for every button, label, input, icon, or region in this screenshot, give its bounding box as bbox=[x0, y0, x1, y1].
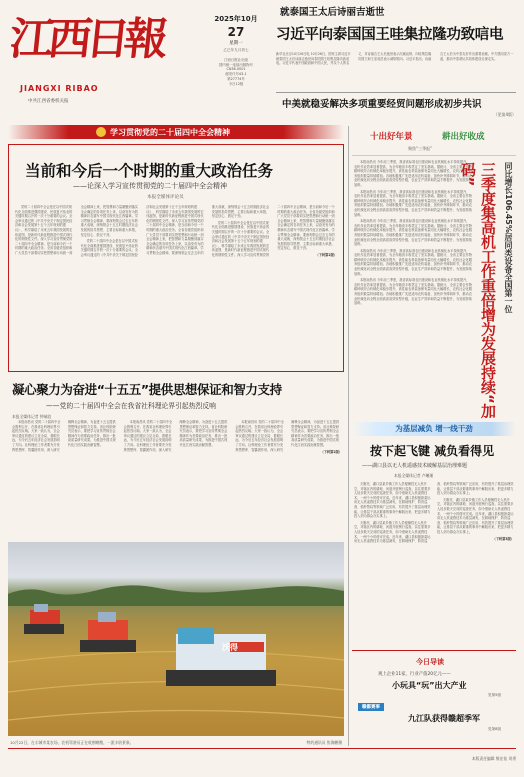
second-body-text: 本报南昌讯 党的二十届四中全会胜利召开，在我省社科理论界引起热烈反响。大家一致认为，全会审议通过的建议立足全局、着眼长远，为今后五年经济社会发展指明了方向。社科理论工作者要充分发挥思想库、智囊团作用，深入研究阐释全会精神，为奋进十五五提供思想保证和智力支持。省社科院研究员表示，要把学习宣传贯彻全会精神作为首要政治任务，推出一批高质量研究成果，为推进中国式现代化江西实践贡献智慧。 bbox=[12, 420, 116, 452]
pilot-body-text: 天刚亮，湖口县某乡镇工作人员便操控无人机升空，对辖区内的耕地、河道开展例行巡查。以往需要多人徒步数天完成的巡查任务，如今借助无人机遥感技术，一两个小时便可完成。近年来，湖口县积极探索运用无人机遥感技术为基层减负，在耕地保护、防汛巡查、秸秆禁烧等领域广泛应用，有效提升了基层治理效能，让基层干部从繁重的事务中解脱出来，把更多精力投入到为群众办实事上。 bbox=[354, 482, 431, 519]
guide-tag: 赣鄱赛事 bbox=[358, 703, 384, 711]
tree-line bbox=[8, 585, 344, 606]
top-story bbox=[276, 4, 516, 90]
quarter-body-text-cont3: 本报南昌讯 今年前三季度，我省高标准农田建设和农业机械化水平持续提升，农机作业效率显著提高，为全年粮食丰收奠定了坚实基础。据统计，全省主要农作物耕种收综合机械化率稳步提升，高性能农机装备保有量同比大幅增长，农机社会化服务组织数量持续增加。各地积极推广先进适用农机装备，加快补齐薄弱环节，推动农业机械化向全程全面高质高效转型升级，农业生产效率和效益不断提升，为发展持续加码。 bbox=[354, 248, 472, 276]
masthead-date-block bbox=[204, 14, 268, 86]
masthead-info-2: CN36-0001 bbox=[226, 67, 246, 71]
harvester-middle bbox=[80, 612, 136, 652]
masthead-info-0: 江西日报社出版 bbox=[224, 58, 248, 62]
top-story-subtitle: 就泰国王太后诗丽吉逝世 bbox=[280, 7, 385, 18]
lead-byline: 本报全媒体评论员 bbox=[147, 195, 184, 200]
footer-rule bbox=[8, 748, 516, 749]
quarter-title: 三季度集高机工作重倍增为发展持续“加码” bbox=[459, 162, 497, 418]
lead-more: （下转第2版） bbox=[315, 252, 337, 257]
second-body-text-cont2: 本报南昌讯 党的二十届四中全会胜利召开，在我省社科理论界引起热烈反响。大家一致认为，全会审议通过的建议立足全局、着眼长远，为今后五年经济社会发展指明了方向。社科理论工作者要充分发挥思想库、智囊团作用，深入研究阐释全会精神，为奋进十五五提供思想保证和智力支持。省社科院研究员表示，要把学习宣传贯彻全会精神作为首要政治任务，推出一批高质量研究成果，为推进中国式现代化江西实践贡献智慧。 bbox=[235, 420, 339, 452]
harvester-brand: 沃得 bbox=[222, 643, 238, 652]
quarter-side: 同比增长106.45%居同类设备全国第一位 bbox=[504, 162, 513, 313]
top-story-title: 习近平向泰国国王哇集拉隆功致唁电 bbox=[276, 27, 504, 43]
trade-story-title: 中美就稳妥解决多项重要经贸问题形成初步共识 bbox=[282, 99, 482, 110]
harvest-scene-svg bbox=[8, 542, 344, 736]
pilot-byline: 本报全媒体记者 卢曦瑾 bbox=[394, 473, 434, 478]
pilot-body-text-cont2: 天刚亮，湖口县某乡镇工作人员便操控无人机升空，对辖区内的耕地、河道开展例行巡查。以往需要多人徒步数天完成的巡查任务，如今借助无人机遥感技术，一两个小时便可完成。近年来，湖口县积极探索运用无人机遥感技术为基层减负，在耕地保护、防汛巡查、秸秆禁烧等领域广泛应用，有效提升了基层治理效能，让基层干部从繁重的事务中解脱出来，把更多精力投入到为群众办实事上。 bbox=[437, 497, 514, 534]
photo-caption: 10月22日，在丰城市某农场，农机驾驶员正在收割晚稻，一派丰收景象。 bbox=[10, 740, 134, 745]
pilot-more: （下转第3版） bbox=[492, 536, 514, 541]
quarter-body-text-cont2: 本报南昌讯 今年前三季度，我省高标准农田建设和农业机械化水平持续提升，农机作业效率显著提高，为全年粮食丰收奠定了坚实基础。据统计，全省主要农作物耕种收综合机械化率稳步提升，高性能农机装备保有量同比大幅增长，农机社会化服务组织数量持续增加。各地积极推广先进适用农机装备，加快补齐薄弱环节，推动农业机械化向全程全面高质高效转型升级，农业生产效率和效益不断提升，为发展持续加码。 bbox=[354, 219, 472, 247]
field-row bbox=[8, 710, 344, 720]
masthead-info-3: 邮发代号43-1 bbox=[225, 72, 247, 76]
quarter-body-text-cont4: 本报南昌讯 今年前三季度，我省高标准农田建设和农业机械化水平持续提升，农机作业效率显著提高，为全年粮食丰收奠定了坚实基础。据统计，全省主要农作物耕种收综合机械化率稳步提升，高性能农机装备保有量同比大幅增长，农机社会化服务组织数量持续增加。各地积极推广先进适用农机装备，加快补齐薄弱环节，推动农业机械化向全程全面高质高效转型升级，农业生产效率和效益不断提升，为发展持续加码。 bbox=[354, 278, 472, 306]
pilot-banner-text: 为基层减负 增一线干劲 bbox=[395, 424, 473, 433]
section-banner bbox=[8, 125, 344, 139]
second-more: （下转第2版） bbox=[320, 449, 342, 454]
guide-box bbox=[352, 650, 516, 744]
pilot-subtitle: ——湖口县以无人机遥感技术破解基层治理难题 bbox=[362, 463, 468, 469]
photo-credit: 特约通讯员 焦海鹏摄 bbox=[306, 740, 342, 745]
pilot-title: 按下起飞键 减负看得见 bbox=[370, 444, 495, 458]
guide-page1: 见第5版 bbox=[488, 693, 502, 697]
masthead-info-1: 国内统一连续出版物号 bbox=[219, 63, 253, 67]
masthead bbox=[8, 6, 276, 124]
lead-body-text-cont2: 党的二十届四中全会是在以中国式现代化全面推进强国建设、民族复兴伟业的关键时期召开的一次十分重要的会议。全会审议通过的《中共中央关于制定国民经济和社会发展第十五个五年规划的建议》，科学描绘了未来五年我国发展的宏伟蓝图，是新时代新征程推进中国式现代化的纲领性文件。深入学习宣传贯彻党的二十届四中全会精神，是当前和今后一个时期的重大政治任务。全省各级党组织和广大党员干部要切实把思想和行动统一到全会精神上来，把智慧和力量凝聚到落实全会确定的各项任务上来，以奋发有为的精神状态谱写中国式现代化江西篇章。学习贯彻全会精神，要深刻领会过去五年的重大成就，深刻领会十五五时期经济社会发展的指导思想、主要目标和重大举措，坚定信心、鼓足干劲。 bbox=[211, 205, 335, 257]
second-article bbox=[8, 376, 344, 536]
masthead-party: 中共江西省委机关报 bbox=[28, 99, 69, 104]
trade-story-source: （见第4版） bbox=[493, 112, 516, 117]
masthead-info-5: 今日12版 bbox=[228, 82, 244, 86]
right-ad-line2: 耕出好收成 bbox=[442, 132, 485, 142]
quarter-article bbox=[352, 158, 516, 420]
pilot-article bbox=[352, 440, 516, 646]
guide-label: 今日导读 bbox=[416, 658, 444, 666]
masthead-lunar: 乙巳年九月初七 bbox=[223, 48, 249, 52]
masthead-pinyin: JIANGXI RIBAO bbox=[20, 84, 99, 93]
party-emblem-icon bbox=[96, 127, 106, 137]
guide-title2: 九江队获得赣超季军 bbox=[408, 714, 480, 723]
pilot-body-text-cont: 天刚亮，湖口县某乡镇工作人员便操控无人机升空，对辖区内的耕地、河道开展例行巡查。以往需要多人徒步数天完成的巡查任务，如今借助无人机遥感技术，一两个小时便可完成。近年来，湖口县积极探索运用无人机遥感技术为基层减负，在耕地保护、防汛巡查、秸秆禁烧等领域广泛应用，有效提升了基层治理效能，让基层干部从繁重的事务中解脱出来，把更多精力投入到为群众办实事上。 bbox=[354, 482, 514, 544]
second-title: 凝心聚力为奋进“十五五”提供思想保证和智力支持 bbox=[12, 382, 282, 397]
masthead-day: 27 bbox=[227, 25, 245, 39]
masthead-info-4: 第27774号 bbox=[227, 77, 245, 81]
right-ad-sub: 聚焦“三季报” bbox=[408, 146, 433, 151]
second-body-text-cont: 本报南昌讯 党的二十届四中全会胜利召开，在我省社科理论界引起热烈反响。大家一致认为，全会审议通过的建议立足全局、着眼长远，为今后五年经济社会发展指明了方向。社科理论工作者要充分发挥思想库、智囊团作用，深入研究阐释全会精神，为奋进十五五提供思想保证和智力支持。省社科院研究员表示，要把学习宣传贯彻全会精神作为首要政治任务，推出一批高质量研究成果，为推进中国式现代化江西实践贡献智慧。 bbox=[123, 420, 228, 452]
second-body bbox=[12, 420, 342, 532]
harvest-photo bbox=[8, 542, 344, 736]
quarter-body-text: 本报南昌讯 今年前三季度，我省高标准农田建设和农业机械化水平持续提升，农机作业效率显著提高，为全年粮食丰收奠定了坚实基础。据统计，全省主要农作物耕种收综合机械化率稳步提升，高性能农机装备保有量同比大幅增长，农机社会化服务组织数量持续增加。各地积极推广先进适用农机装备，加快补齐薄弱环节，推动农业机械化向全程全面高质高效转型升级，农业生产效率和效益不断提升，为发展持续加码。 bbox=[354, 160, 472, 187]
harvester-right bbox=[166, 628, 276, 686]
top-story-rule bbox=[276, 92, 516, 93]
lead-body-text: 党的二十届四中全会是在以中国式现代化全面推进强国建设、民族复兴伟业的关键时期召开的一次十分重要的会议。全会审议通过的《中共中央关于制定国民经济和社会发展第十五个五年规划的建议》，科学描绘了未来五年我国发展的宏伟蓝图，是新时代新征程推进中国式现代化的纲领性文件。深入学习宣传贯彻党的二十届四中全会精神，是当前和今后一个时期的重大政治任务。全省各级党组织和广大党员干部要切实把思想和行动统一到全会精神上来，把智慧和力量凝聚到落实全会确定的各项任务上来，以奋发有为的精神状态谱写中国式现代化江西篇章。学习贯彻全会精神，要深刻领会过去五年的重大成就，深刻领会十五五时期经济社会发展的指导思想、主要目标和重大举措，坚定信心、鼓足干劲。 bbox=[15, 205, 138, 255]
right-ad-line1: 十出好年景 bbox=[370, 132, 413, 142]
quarter-body-text-cont: 本报南昌讯 今年前三季度，我省高标准农田建设和农业机械化水平持续提升，农机作业效率显著提高，为全年粮食丰收奠定了坚实基础。据统计，全省主要农作物耕种收综合机械化率稳步提升，高性能农机装备保有量同比大幅增长，农机社会化服务组织数量持续增加。各地积极推广先进适用农机装备，加快补齐薄弱环节，推动农业机械化向全程全面高质高效转型升级，农业生产效率和效益不断提升，为发展持续加码。 bbox=[354, 189, 472, 217]
right-ad bbox=[352, 126, 516, 156]
section-banner-text: 学习贯彻党的二十届四中全会精神 bbox=[110, 128, 230, 137]
lead-title: 当前和今后一个时期的重大政治任务 bbox=[25, 162, 274, 180]
column-divider bbox=[348, 126, 349, 746]
pilot-banner bbox=[352, 422, 516, 436]
lead-body bbox=[15, 205, 337, 365]
lead-body-text-cont: 党的二十届四中全会是在以中国式现代化全面推进强国建设、民族复兴伟业的关键时期召开的一次十分重要的会议。全会审议通过的《中共中央关于制定国民经济和社会发展第十五个五年规划的建议》，科学描绘了未来五年我国发展的宏伟蓝图，是新时代新征程推进中国式现代化的纲领性文件。深入学习宣传贯彻党的二十届四中全会精神，是当前和今后一个时期的重大政治任务。全省各级党组织和广大党员干部要切实把思想和行动统一到全会精神上来，把智慧和力量凝聚到落实全会确定的各项任务上来，以奋发有为的精神状态谱写中国式现代化江西篇章。学习贯彻全会精神，要深刻领会过去五年的重大成就，深刻领会十五五时期经济社会发展的指导思想、主要目标和重大举措，坚定信心、鼓足干劲。 bbox=[80, 205, 270, 257]
footer-editor: 本版责任编辑 熊宏佑 刘勇 bbox=[471, 756, 516, 761]
trade-story bbox=[276, 96, 516, 122]
guide-sub: 观上企业11家，行业产值20亿元—— bbox=[378, 672, 451, 677]
masthead-weekday: 星期一 bbox=[229, 41, 243, 46]
masthead-year-month: 2025年10月 bbox=[214, 15, 258, 23]
quarter-body bbox=[354, 160, 472, 418]
second-subtitle: ——党的二十届四中全会在我省社科理论界引起热烈反响 bbox=[46, 402, 216, 410]
guide-page2: 见第8版 bbox=[488, 727, 502, 731]
pilot-body bbox=[354, 482, 514, 644]
second-byline: 本报全媒体记者 钟端浪 bbox=[12, 414, 52, 419]
lead-article bbox=[8, 144, 344, 372]
masthead-logo: 江西日報 bbox=[7, 14, 165, 65]
harvester-left bbox=[24, 604, 64, 634]
guide-title: 小玩具“玩”出大产业 bbox=[392, 681, 467, 690]
top-story-body: 新华社北京10月26日电 10月26日，国家主席习近平就泰国王太后诗丽吉逝世向泰国国王哇集拉隆功致唁电。习近平代表中国政府和中国人民，并以个人的名义，对诗丽吉王太后逝世表示沉痛哀悼，向哇集拉隆功国王和王室成员表示诚挚慰问。习近平指出，诗丽吉王太后为中泰友好作出重要贡献。中方愿同泰方一道，推动中泰命运共同体建设走深走实。 bbox=[276, 52, 514, 66]
lead-subtitle: ——论深入学习宣传贯彻党的二十届四中全会精神 bbox=[73, 182, 227, 190]
